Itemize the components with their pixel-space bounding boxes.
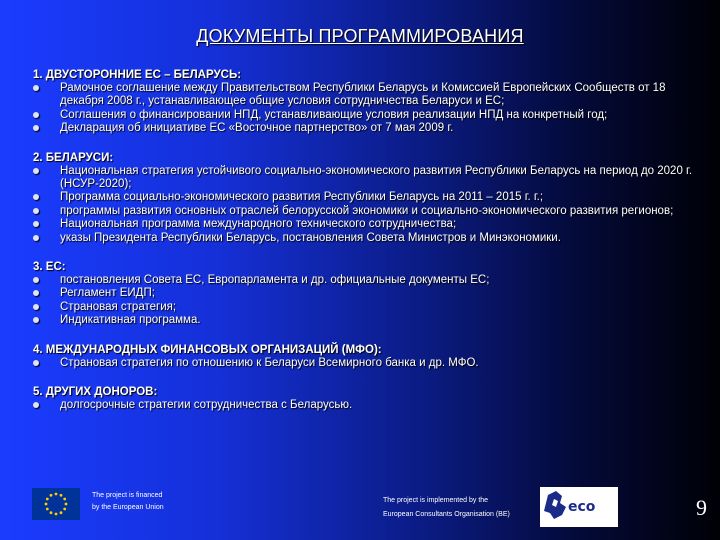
list-item xyxy=(33,191,698,204)
bullet-list xyxy=(33,274,698,328)
eco-logo xyxy=(540,487,618,527)
bullet-icon xyxy=(33,85,39,91)
bullet-icon xyxy=(33,360,39,366)
section-heading: 1. ДВУСТОРОННИЕ ЕС – БЕЛАРУСЬ: xyxy=(33,69,242,81)
section-belarus xyxy=(33,151,698,245)
bullet-list xyxy=(33,82,698,136)
list-item-text: Декларация об инициативе ЕС «Восточное партнерство» от 7 мая 2009 г. xyxy=(60,122,454,135)
list-item-text: Национальная программа международного технического сотрудничества; xyxy=(60,218,457,231)
eu-flag-icon xyxy=(32,488,80,520)
list-item xyxy=(33,287,698,300)
list-item-text: постановления Совета ЕС, Европарламента и др. официальные документы ЕС; xyxy=(60,274,490,287)
bullet-icon xyxy=(33,290,39,296)
eu-flag-logo xyxy=(32,488,80,520)
bullet-icon xyxy=(33,125,39,131)
list-item xyxy=(33,165,698,192)
list-item-text: Национальная стратегия устойчивого социально-экономического развития Республики Беларусь на период до 2020 г. (НСУР-2020); xyxy=(60,164,693,191)
eco-logo-text: eco xyxy=(568,499,596,515)
bullet-icon xyxy=(33,221,39,227)
list-item-text: Рамочное соглашение между Правительством Республики Беларусь и Комиссией Европейских Сообществ от 18 декабря 2008 г., устанавливающее общие условия сотрудничества Беларуси и ЕС; xyxy=(60,82,666,108)
slide-footer xyxy=(0,485,720,540)
section-heading: 5. ДРУГИХ ДОНОРОВ: xyxy=(33,386,158,399)
bullet-icon xyxy=(33,277,39,283)
list-item xyxy=(33,301,698,314)
list-item-text: указы Президента Республики Беларусь, постановления Совета Министров и Минэкономики. xyxy=(60,231,561,244)
section-other-donors xyxy=(33,385,698,412)
list-item xyxy=(33,122,698,135)
list-item-text: долгосрочные стратегии сотрудничества с Беларусью. xyxy=(60,399,353,412)
slide-title: ДОКУМЕНТЫ ПРОГРАММИРОВАНИЯ xyxy=(196,26,524,46)
list-item xyxy=(33,205,698,218)
page-number: 9 xyxy=(696,495,707,520)
bullet-icon xyxy=(33,112,39,118)
list-item-text: Страновая стратегия; xyxy=(60,300,177,313)
section-heading: 2. БЕЛАРУСИ: xyxy=(33,151,114,164)
section-heading: 3. ЕС: xyxy=(33,261,66,274)
funding-note xyxy=(92,490,164,514)
implementer-line-2: European Consultants Organisation (BE) xyxy=(383,511,510,518)
list-item xyxy=(33,314,698,327)
list-item xyxy=(33,218,698,231)
slide-content xyxy=(33,68,698,428)
list-item xyxy=(33,232,698,245)
section-heading: 4. МЕЖДУНАРОДНЫХ ФИНАНСОВЫХ ОРГАНИЗАЦИЙ (МФО): xyxy=(33,343,382,356)
list-item xyxy=(33,82,698,109)
list-item-text: Индикативная программа. xyxy=(60,314,201,327)
bullet-list xyxy=(33,165,698,245)
bullet-list xyxy=(33,399,698,412)
bullet-icon xyxy=(33,194,39,200)
funding-line-1: The project is financed xyxy=(92,492,163,499)
section-bilateral xyxy=(33,68,698,136)
section-ifi xyxy=(33,343,698,370)
list-item xyxy=(33,109,698,122)
eco-logo-icon xyxy=(540,487,618,527)
bullet-icon xyxy=(33,235,39,241)
bullet-icon xyxy=(33,168,39,174)
list-item xyxy=(33,399,698,412)
bullet-icon xyxy=(33,304,39,310)
list-item xyxy=(33,357,698,370)
funding-line-2: by the European Union xyxy=(92,504,164,511)
list-item-text: Регламент ЕИДП; xyxy=(60,287,155,300)
list-item-text: программы развития основных отраслей белорусской экономики и социально-экономического развития регионов; xyxy=(60,204,674,217)
bullet-list xyxy=(33,357,698,370)
implementer-note xyxy=(383,494,510,522)
list-item-text: Страновая стратегия по отношению к Беларуси Всемирного банка и др. МФО. xyxy=(60,356,479,369)
implementer-line-1: The project is implemented by the xyxy=(383,497,489,504)
bullet-icon xyxy=(33,402,39,408)
bullet-icon xyxy=(33,208,39,214)
list-item xyxy=(33,274,698,287)
section-eu xyxy=(33,260,698,328)
list-item-text: Программа социально-экономического развития Республики Беларусь на 2011 – 2015 г. г.; xyxy=(60,191,544,204)
bullet-icon xyxy=(33,317,39,323)
list-item-text: Соглашения о финансировании НПД, устанавливающие условия реализации НПД на конкретный год; xyxy=(60,108,608,121)
